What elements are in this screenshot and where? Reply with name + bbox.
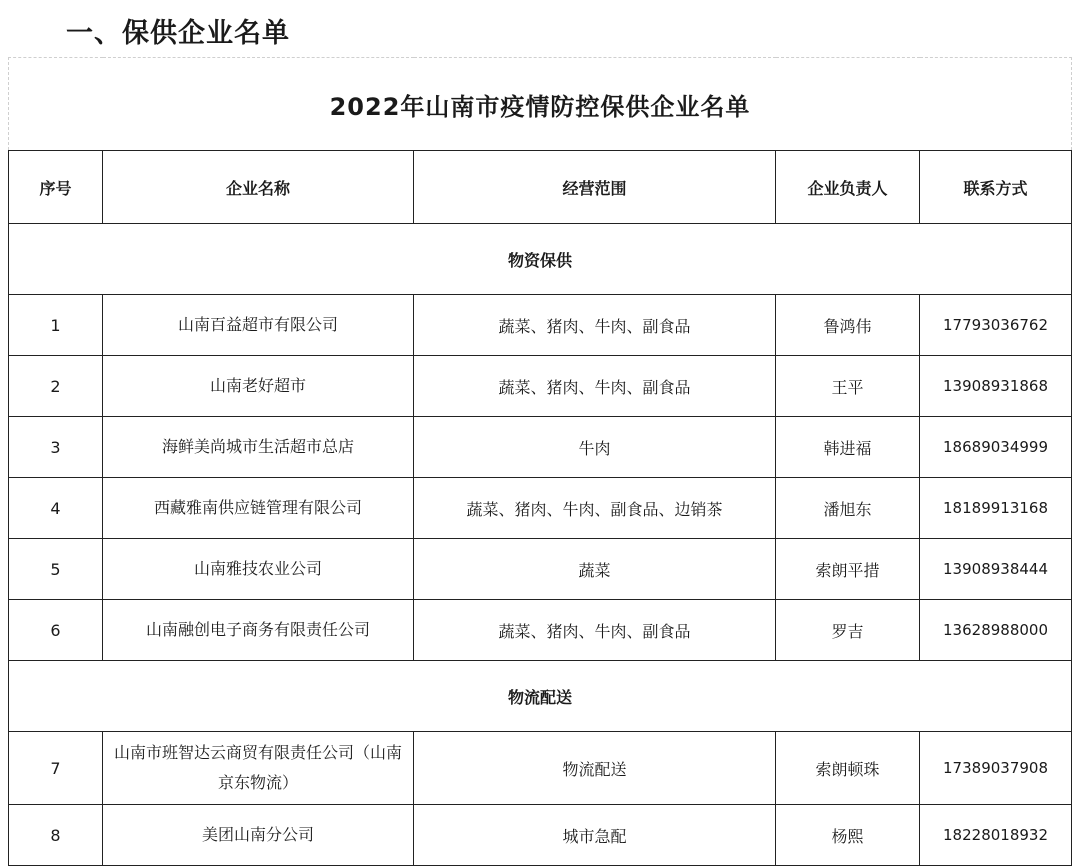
category-label: 物流配送 bbox=[9, 661, 1072, 732]
row-scope: 城市急配 bbox=[414, 805, 776, 866]
row-manager: 鲁鸿伟 bbox=[776, 295, 920, 356]
row-company: 海鲜美尚城市生活超市总店 bbox=[103, 417, 414, 478]
table-row bbox=[9, 417, 1072, 478]
row-index: 5 bbox=[9, 539, 103, 600]
row-company: 山南融创电子商务有限责任公司 bbox=[103, 600, 414, 661]
header-manager: 企业负责人 bbox=[776, 151, 920, 224]
row-scope: 蔬菜、猪肉、牛肉、副食品、边销茶 bbox=[414, 478, 776, 539]
table-row bbox=[9, 478, 1072, 539]
row-manager: 索朗顿珠 bbox=[776, 732, 920, 805]
row-company: 山南老好超市 bbox=[103, 356, 414, 417]
header-index: 序号 bbox=[9, 151, 103, 224]
category-row-logistics bbox=[9, 661, 1072, 732]
row-phone: 13908931868 bbox=[920, 356, 1072, 417]
row-phone: 13908938444 bbox=[920, 539, 1072, 600]
header-scope: 经营范围 bbox=[414, 151, 776, 224]
row-scope: 蔬菜、猪肉、牛肉、副食品 bbox=[414, 600, 776, 661]
row-company: 西藏雅南供应链管理有限公司 bbox=[103, 478, 414, 539]
header-company: 企业名称 bbox=[103, 151, 414, 224]
table-header-row bbox=[9, 151, 1072, 224]
row-index: 3 bbox=[9, 417, 103, 478]
row-manager: 潘旭东 bbox=[776, 478, 920, 539]
row-phone: 18689034999 bbox=[920, 417, 1072, 478]
category-label: 物资保供 bbox=[9, 224, 1072, 295]
table-row bbox=[9, 805, 1072, 866]
table-row bbox=[9, 600, 1072, 661]
category-row-supplies bbox=[9, 224, 1072, 295]
row-manager: 索朗平措 bbox=[776, 539, 920, 600]
table-title: 2022年山南市疫情防控保供企业名单 bbox=[9, 58, 1072, 151]
row-scope: 蔬菜、猪肉、牛肉、副食品 bbox=[414, 295, 776, 356]
row-index: 1 bbox=[9, 295, 103, 356]
row-scope: 牛肉 bbox=[414, 417, 776, 478]
row-index: 2 bbox=[9, 356, 103, 417]
row-manager: 韩进福 bbox=[776, 417, 920, 478]
row-phone: 17389037908 bbox=[920, 732, 1072, 805]
row-manager: 罗吉 bbox=[776, 600, 920, 661]
row-manager: 王平 bbox=[776, 356, 920, 417]
row-scope: 蔬菜 bbox=[414, 539, 776, 600]
row-phone: 17793036762 bbox=[920, 295, 1072, 356]
table-row bbox=[9, 539, 1072, 600]
row-index: 8 bbox=[9, 805, 103, 866]
row-company: 山南百益超市有限公司 bbox=[103, 295, 414, 356]
row-scope: 物流配送 bbox=[414, 732, 776, 805]
table-row bbox=[9, 732, 1072, 805]
table-title-row bbox=[9, 58, 1072, 151]
supplier-table bbox=[8, 57, 1072, 866]
header-contact: 联系方式 bbox=[920, 151, 1072, 224]
row-index: 4 bbox=[9, 478, 103, 539]
table-row bbox=[9, 356, 1072, 417]
row-index: 7 bbox=[9, 732, 103, 805]
row-company: 美团山南分公司 bbox=[103, 805, 414, 866]
row-phone: 18228018932 bbox=[920, 805, 1072, 866]
table-row bbox=[9, 295, 1072, 356]
row-index: 6 bbox=[9, 600, 103, 661]
row-scope: 蔬菜、猪肉、牛肉、副食品 bbox=[414, 356, 776, 417]
row-phone: 18189913168 bbox=[920, 478, 1072, 539]
row-phone: 13628988000 bbox=[920, 600, 1072, 661]
section-heading: 一、保供企业名单 bbox=[66, 18, 290, 49]
row-company: 山南雅技农业公司 bbox=[103, 539, 414, 600]
row-company: 山南市班智达云商贸有限责任公司（山南京东物流） bbox=[103, 732, 414, 805]
row-manager: 杨熙 bbox=[776, 805, 920, 866]
